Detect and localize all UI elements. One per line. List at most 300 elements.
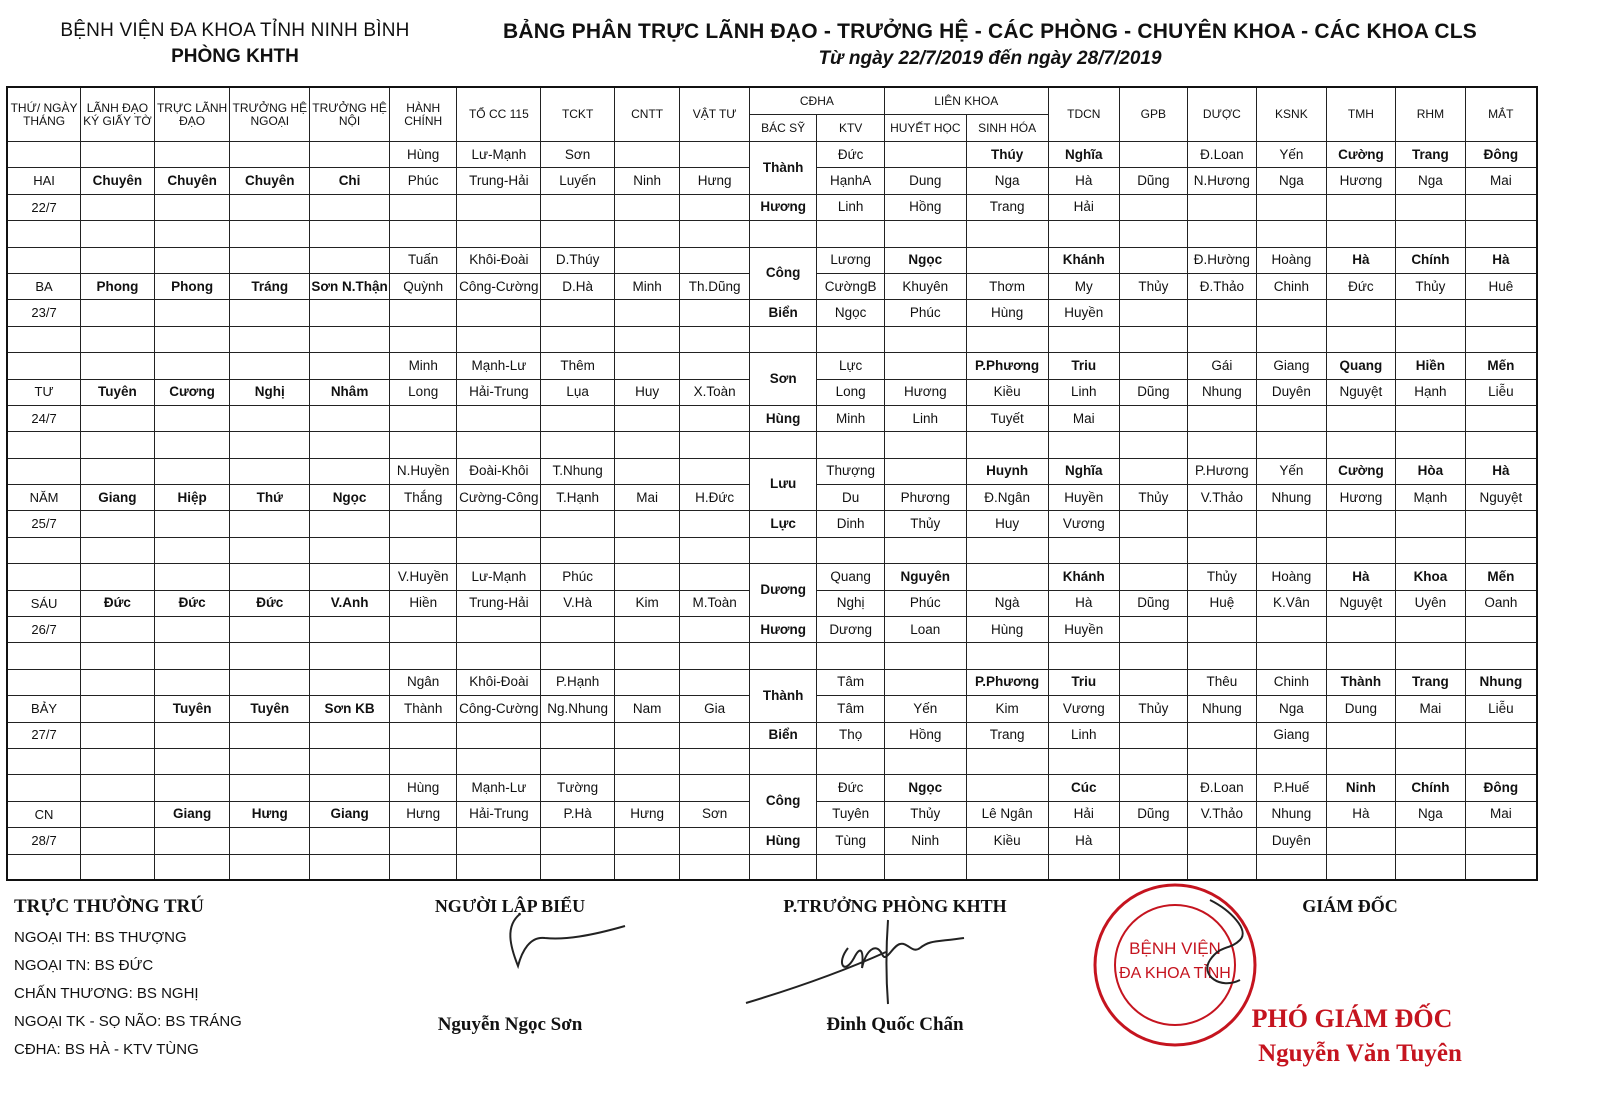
duty-cc115: Trung-Hải bbox=[457, 590, 541, 616]
duty-admin: Thành bbox=[389, 696, 456, 722]
duty-hema: Loan bbox=[884, 617, 966, 643]
duty-hema bbox=[884, 669, 966, 695]
deputy-signature-block bbox=[730, 896, 1060, 1046]
col-int-head: TRƯỞNG HỆ NỘI bbox=[310, 87, 390, 142]
duty-ksnk: Yến bbox=[1257, 142, 1327, 168]
duty-leader: Phong bbox=[154, 273, 230, 299]
table-cell bbox=[457, 300, 541, 326]
duty-tdcn: Khánh bbox=[1048, 564, 1120, 590]
duty-supplies: H.Đức bbox=[680, 485, 750, 511]
table-cell bbox=[7, 326, 81, 352]
table-cell bbox=[966, 326, 1048, 352]
duty-tmh: Hương bbox=[1326, 168, 1396, 194]
table-row bbox=[7, 643, 1537, 669]
duty-admin: Hùng bbox=[389, 142, 456, 168]
duty-tdcn: Huyền bbox=[1048, 300, 1120, 326]
duty-cntt: Minh bbox=[614, 273, 679, 299]
duty-tmh: Hà bbox=[1326, 564, 1396, 590]
table-cell bbox=[389, 722, 456, 748]
duty-cc115: Đoài-Khôi bbox=[457, 458, 541, 484]
duty-ktv: Tuyên bbox=[817, 801, 885, 827]
duty-eye: Oanh bbox=[1465, 590, 1537, 616]
table-cell bbox=[680, 748, 750, 774]
table-cell bbox=[541, 194, 615, 220]
table-cell bbox=[457, 326, 541, 352]
table-cell bbox=[966, 643, 1048, 669]
deputy-signature bbox=[736, 908, 996, 1008]
table-cell bbox=[389, 326, 456, 352]
duty-admin: N.Huyền bbox=[389, 458, 456, 484]
cdha-doctor: Hương bbox=[749, 617, 816, 643]
duty-ksnk: Hoàng bbox=[1257, 247, 1327, 273]
table-cell bbox=[7, 643, 81, 669]
duty-tmh bbox=[1326, 194, 1396, 220]
duty-bio: Kiều bbox=[966, 828, 1048, 854]
duty-signer bbox=[81, 801, 155, 827]
table-cell bbox=[1187, 854, 1257, 880]
table-cell bbox=[1048, 221, 1120, 247]
duty-cntt: Kim bbox=[614, 590, 679, 616]
duty-tckt: Luyến bbox=[541, 168, 615, 194]
cdha-doctor: Hương bbox=[749, 194, 816, 220]
duty-tdcn: Vương bbox=[1048, 511, 1120, 537]
table-cell bbox=[230, 142, 310, 168]
table-cell bbox=[310, 353, 390, 379]
day-date: 25/7 bbox=[7, 511, 81, 537]
duty-hema: Hương bbox=[884, 379, 966, 405]
duty-bio: Trang bbox=[966, 194, 1048, 220]
duty-tdcn: Hà bbox=[1048, 590, 1120, 616]
table-cell bbox=[541, 537, 615, 563]
document-title: BẢNG PHÂN TRỰC LÃNH ĐẠO - TRƯỞNG HỆ - CÁC PHÒNG - CHUYÊN KHOA - CÁC KHOA CLS bbox=[502, 20, 1478, 43]
table-cell bbox=[1048, 537, 1120, 563]
resident-duty-line: CĐHA: BS HÀ - KTV TÙNG bbox=[14, 1041, 199, 1058]
resident-duty-line: CHẤN THƯƠNG: BS NGHỊ bbox=[14, 985, 199, 1002]
table-cell bbox=[457, 748, 541, 774]
duty-tdcn: Mai bbox=[1048, 405, 1120, 431]
table-cell bbox=[310, 669, 390, 695]
table-cell bbox=[541, 722, 615, 748]
duty-bio: P.Phương bbox=[966, 669, 1048, 695]
duty-tckt: Phúc bbox=[541, 564, 615, 590]
resident-duty-title: TRỰC THƯỜNG TRÚ bbox=[14, 896, 205, 917]
col-signer: LÃNH ĐẠO KÝ GIẤY TỜ bbox=[81, 87, 155, 142]
table-cell bbox=[884, 221, 966, 247]
table-cell bbox=[749, 432, 816, 458]
duty-pharmacy: N.Hương bbox=[1187, 168, 1257, 194]
duty-eye: Nguyệt bbox=[1465, 485, 1537, 511]
table-cell bbox=[310, 854, 390, 880]
duty-hema: Khuyên bbox=[884, 273, 966, 299]
table-cell bbox=[680, 617, 750, 643]
duty-ktv: Đức bbox=[817, 775, 885, 801]
duty-cc115: Khôi-Đoài bbox=[457, 247, 541, 273]
day-date: 23/7 bbox=[7, 300, 81, 326]
table-cell bbox=[230, 722, 310, 748]
duty-cc115: Hải-Trung bbox=[457, 379, 541, 405]
table-cell bbox=[81, 300, 155, 326]
table-cell bbox=[541, 221, 615, 247]
table-cell bbox=[389, 828, 456, 854]
duty-tmh: Hà bbox=[1326, 801, 1396, 827]
table-cell bbox=[541, 511, 615, 537]
table-row bbox=[7, 722, 1537, 748]
table-cell bbox=[7, 775, 81, 801]
duty-gpb bbox=[1120, 353, 1187, 379]
duty-int_head: V.Anh bbox=[310, 590, 390, 616]
duty-bio: Ngà bbox=[966, 590, 1048, 616]
duty-rhm: Mai bbox=[1396, 696, 1466, 722]
table-cell bbox=[310, 405, 390, 431]
table-cell bbox=[680, 775, 750, 801]
table-cell bbox=[817, 326, 885, 352]
table-cell bbox=[230, 353, 310, 379]
table-row bbox=[7, 221, 1537, 247]
table-cell bbox=[749, 326, 816, 352]
duty-ksnk: Duyên bbox=[1257, 828, 1327, 854]
table-cell bbox=[389, 511, 456, 537]
table-cell bbox=[154, 854, 230, 880]
director-signature-block bbox=[1200, 896, 1500, 917]
col-gpb: GPB bbox=[1120, 87, 1187, 142]
table-cell bbox=[1048, 326, 1120, 352]
table-cell bbox=[614, 405, 679, 431]
table-cell bbox=[1396, 854, 1466, 880]
duty-tmh: Dung bbox=[1326, 696, 1396, 722]
table-cell bbox=[541, 643, 615, 669]
table-cell bbox=[541, 617, 615, 643]
table-cell bbox=[81, 405, 155, 431]
table-cell bbox=[1326, 748, 1396, 774]
duty-tckt: T.Nhung bbox=[541, 458, 615, 484]
duty-bio bbox=[966, 247, 1048, 273]
duty-pharmacy bbox=[1187, 405, 1257, 431]
cdha-doctor: Lực bbox=[749, 511, 816, 537]
table-cell bbox=[1120, 326, 1187, 352]
duty-signer: Đức bbox=[81, 590, 155, 616]
duty-ktv: Lực bbox=[817, 353, 885, 379]
table-cell bbox=[966, 748, 1048, 774]
duty-tckt: T.Hạnh bbox=[541, 485, 615, 511]
duty-hema: Phúc bbox=[884, 300, 966, 326]
table-cell bbox=[614, 854, 679, 880]
table-cell bbox=[884, 537, 966, 563]
table-cell bbox=[817, 537, 885, 563]
table-cell bbox=[1257, 432, 1327, 458]
table-cell bbox=[230, 854, 310, 880]
duty-admin: Phúc bbox=[389, 168, 456, 194]
table-cell bbox=[310, 537, 390, 563]
duty-tmh bbox=[1326, 405, 1396, 431]
table-cell bbox=[966, 537, 1048, 563]
table-cell bbox=[966, 221, 1048, 247]
table-cell bbox=[614, 564, 679, 590]
resident-duty-line: NGOẠI TN: BS ĐỨC bbox=[14, 957, 154, 974]
table-cell bbox=[1120, 854, 1187, 880]
duty-ext_head: Chuyên bbox=[230, 168, 310, 194]
duty-eye: Đông bbox=[1465, 775, 1537, 801]
duty-hema bbox=[884, 458, 966, 484]
duty-ksnk: Nga bbox=[1257, 696, 1327, 722]
table-cell bbox=[884, 326, 966, 352]
table-cell bbox=[154, 458, 230, 484]
duty-int_head: Sơn KB bbox=[310, 696, 390, 722]
duty-rhm bbox=[1396, 828, 1466, 854]
table-cell bbox=[81, 326, 155, 352]
table-cell bbox=[310, 458, 390, 484]
table-cell bbox=[680, 643, 750, 669]
duty-hema: Ngọc bbox=[884, 247, 966, 273]
duty-eye: Huê bbox=[1465, 273, 1537, 299]
table-cell bbox=[614, 722, 679, 748]
day-date: 26/7 bbox=[7, 617, 81, 643]
table-cell bbox=[1120, 748, 1187, 774]
table-cell bbox=[1187, 432, 1257, 458]
duty-pharmacy bbox=[1187, 722, 1257, 748]
table-cell bbox=[389, 300, 456, 326]
duty-hema: Thủy bbox=[884, 801, 966, 827]
col-lab-hema: HUYẾT HỌC bbox=[884, 115, 966, 142]
table-cell bbox=[81, 353, 155, 379]
duty-int_head: Nhâm bbox=[310, 379, 390, 405]
duty-supplies: X.Toàn bbox=[680, 379, 750, 405]
cdha-doctor: Thành bbox=[749, 142, 816, 195]
duty-rhm: Trang bbox=[1396, 669, 1466, 695]
duty-tmh bbox=[1326, 300, 1396, 326]
table-cell bbox=[389, 221, 456, 247]
table-cell bbox=[310, 247, 390, 273]
table-cell bbox=[1187, 326, 1257, 352]
duty-tdcn: Linh bbox=[1048, 722, 1120, 748]
table-row bbox=[7, 432, 1537, 458]
duty-eye bbox=[1465, 511, 1537, 537]
duty-tmh: Quang bbox=[1326, 353, 1396, 379]
duty-eye: Liễu bbox=[1465, 696, 1537, 722]
duty-bio: Thơm bbox=[966, 273, 1048, 299]
table-cell bbox=[541, 300, 615, 326]
duty-cc115: Mạnh-Lư bbox=[457, 775, 541, 801]
table-cell bbox=[81, 432, 155, 458]
table-cell bbox=[310, 194, 390, 220]
duty-bio: Trang bbox=[966, 722, 1048, 748]
col-lab-bio: SINH HÓA bbox=[966, 115, 1048, 142]
table-cell bbox=[457, 405, 541, 431]
duty-tdcn: Hà bbox=[1048, 828, 1120, 854]
table-cell bbox=[1396, 432, 1466, 458]
col-cntt: CNTT bbox=[614, 87, 679, 142]
table-cell bbox=[1048, 748, 1120, 774]
duty-cntt: Nam bbox=[614, 696, 679, 722]
table-row bbox=[7, 326, 1537, 352]
duty-ext_head: Nghị bbox=[230, 379, 310, 405]
table-cell bbox=[1187, 537, 1257, 563]
table-cell bbox=[154, 300, 230, 326]
table-cell bbox=[230, 617, 310, 643]
table-cell bbox=[154, 722, 230, 748]
duty-supplies: M.Toàn bbox=[680, 590, 750, 616]
duty-gpb bbox=[1120, 722, 1187, 748]
day-name: BẢY bbox=[7, 696, 81, 722]
table-cell bbox=[614, 353, 679, 379]
table-cell bbox=[614, 828, 679, 854]
duty-ksnk: Nga bbox=[1257, 168, 1327, 194]
col-supplies: VẬT TƯ bbox=[680, 87, 750, 142]
duty-ext_head: Tuyên bbox=[230, 696, 310, 722]
duty-eye: Hà bbox=[1465, 458, 1537, 484]
duty-ktv: Linh bbox=[817, 194, 885, 220]
table-cell bbox=[680, 432, 750, 458]
duty-tckt: Ng.Nhung bbox=[541, 696, 615, 722]
duty-bio: Kim bbox=[966, 696, 1048, 722]
table-cell bbox=[154, 537, 230, 563]
table-cell bbox=[310, 432, 390, 458]
duty-hema bbox=[884, 353, 966, 379]
duty-tckt: D.Hà bbox=[541, 273, 615, 299]
table-cell bbox=[154, 748, 230, 774]
duty-rhm: Nga bbox=[1396, 801, 1466, 827]
table-cell bbox=[310, 511, 390, 537]
duty-rhm bbox=[1396, 300, 1466, 326]
duty-ktv: Nghị bbox=[817, 590, 885, 616]
table-cell bbox=[457, 194, 541, 220]
table-cell bbox=[680, 300, 750, 326]
duty-bio: Nga bbox=[966, 168, 1048, 194]
duty-pharmacy bbox=[1187, 617, 1257, 643]
duty-pharmacy: V.Thảo bbox=[1187, 801, 1257, 827]
duty-ktv: Quang bbox=[817, 564, 885, 590]
table-cell bbox=[81, 247, 155, 273]
table-cell bbox=[154, 353, 230, 379]
duty-admin: Long bbox=[389, 379, 456, 405]
duty-tdcn: Vương bbox=[1048, 696, 1120, 722]
cdha-doctor: Thành bbox=[749, 669, 816, 722]
hospital-name: BỆNH VIỆN ĐA KHOA TỈNH NINH BÌNH bbox=[60, 20, 410, 41]
table-cell bbox=[457, 722, 541, 748]
duty-tmh: Nguyệt bbox=[1326, 590, 1396, 616]
duty-hema: Linh bbox=[884, 405, 966, 431]
table-cell bbox=[680, 669, 750, 695]
duty-ksnk bbox=[1257, 617, 1327, 643]
stamp-name: Nguyễn Văn Tuyên bbox=[1258, 1040, 1462, 1067]
table-cell bbox=[81, 511, 155, 537]
duty-ksnk: Nhung bbox=[1257, 485, 1327, 511]
duty-eye: Mến bbox=[1465, 353, 1537, 379]
duty-gpb bbox=[1120, 617, 1187, 643]
duty-tdcn: Triu bbox=[1048, 353, 1120, 379]
table-cell bbox=[614, 458, 679, 484]
duty-ksnk: Chinh bbox=[1257, 669, 1327, 695]
table-cell bbox=[884, 643, 966, 669]
duty-ktv: Đức bbox=[817, 142, 885, 168]
duty-cc115: Lư-Mạnh bbox=[457, 142, 541, 168]
table-cell bbox=[614, 194, 679, 220]
col-day: THỨ/ NGÀY THÁNG bbox=[7, 87, 81, 142]
table-row bbox=[7, 854, 1537, 880]
day-name: CN bbox=[7, 801, 81, 827]
table-cell bbox=[884, 854, 966, 880]
table-cell bbox=[614, 748, 679, 774]
duty-tmh: Đức bbox=[1326, 273, 1396, 299]
duty-tmh: Hương bbox=[1326, 485, 1396, 511]
table-cell bbox=[81, 537, 155, 563]
table-cell bbox=[230, 326, 310, 352]
table-cell bbox=[81, 221, 155, 247]
duty-eye: Mến bbox=[1465, 564, 1537, 590]
duty-ksnk: Giang bbox=[1257, 722, 1327, 748]
duty-tmh: Cường bbox=[1326, 458, 1396, 484]
table-cell bbox=[1326, 643, 1396, 669]
duty-tckt: P.Hà bbox=[541, 801, 615, 827]
table-cell bbox=[817, 432, 885, 458]
duty-cc115: Công-Cường bbox=[457, 273, 541, 299]
table-cell bbox=[310, 326, 390, 352]
duty-eye bbox=[1465, 194, 1537, 220]
duty-gpb bbox=[1120, 669, 1187, 695]
table-cell bbox=[230, 405, 310, 431]
header-row bbox=[7, 87, 1537, 115]
table-cell bbox=[310, 643, 390, 669]
duty-eye: Đông bbox=[1465, 142, 1537, 168]
col-tdcn: TDCN bbox=[1048, 87, 1120, 142]
col-cdha-ktv: KTV bbox=[817, 115, 885, 142]
table-cell bbox=[81, 748, 155, 774]
table-cell bbox=[81, 617, 155, 643]
duty-supplies: Th.Dũng bbox=[680, 273, 750, 299]
duty-admin: Tuấn bbox=[389, 247, 456, 273]
duty-tckt: Thêm bbox=[541, 353, 615, 379]
duty-bio: Kiều bbox=[966, 379, 1048, 405]
table-cell bbox=[389, 194, 456, 220]
table-row bbox=[7, 458, 1537, 484]
table-cell bbox=[1257, 643, 1327, 669]
duty-int_head: Giang bbox=[310, 801, 390, 827]
table-cell bbox=[310, 775, 390, 801]
resident-duty-line: NGOẠI TK - SỌ NÃO: BS TRÁNG bbox=[14, 1013, 242, 1030]
table-cell bbox=[817, 643, 885, 669]
table-cell bbox=[1120, 221, 1187, 247]
table-cell bbox=[1465, 537, 1537, 563]
day-name: TƯ bbox=[7, 379, 81, 405]
duty-tmh: Cường bbox=[1326, 142, 1396, 168]
table-cell bbox=[230, 643, 310, 669]
table-cell bbox=[749, 854, 816, 880]
table-cell bbox=[457, 643, 541, 669]
table-cell bbox=[1465, 854, 1537, 880]
table-cell bbox=[7, 748, 81, 774]
table-cell bbox=[389, 537, 456, 563]
hospital-header bbox=[30, 20, 440, 68]
duty-tckt: Sơn bbox=[541, 142, 615, 168]
duty-tmh: Hà bbox=[1326, 247, 1396, 273]
deputy-name: Đinh Quốc Chấn bbox=[826, 1014, 964, 1035]
table-cell bbox=[457, 511, 541, 537]
duty-signer: Phong bbox=[81, 273, 155, 299]
duty-leader: Đức bbox=[154, 590, 230, 616]
table-cell bbox=[541, 432, 615, 458]
date-range: Từ ngày 22/7/2019 đến ngày 28/7/2019 bbox=[818, 48, 1162, 69]
table-cell bbox=[457, 432, 541, 458]
duty-ktv: Ngọc bbox=[817, 300, 885, 326]
duty-gpb bbox=[1120, 828, 1187, 854]
table-cell bbox=[310, 617, 390, 643]
duty-pharmacy: Thủy bbox=[1187, 564, 1257, 590]
table-cell bbox=[457, 537, 541, 563]
duty-rhm bbox=[1396, 405, 1466, 431]
table-cell bbox=[7, 564, 81, 590]
maker-signature bbox=[450, 906, 630, 976]
table-cell bbox=[1326, 432, 1396, 458]
maker-name: Nguyễn Ngọc Sơn bbox=[437, 1014, 583, 1035]
